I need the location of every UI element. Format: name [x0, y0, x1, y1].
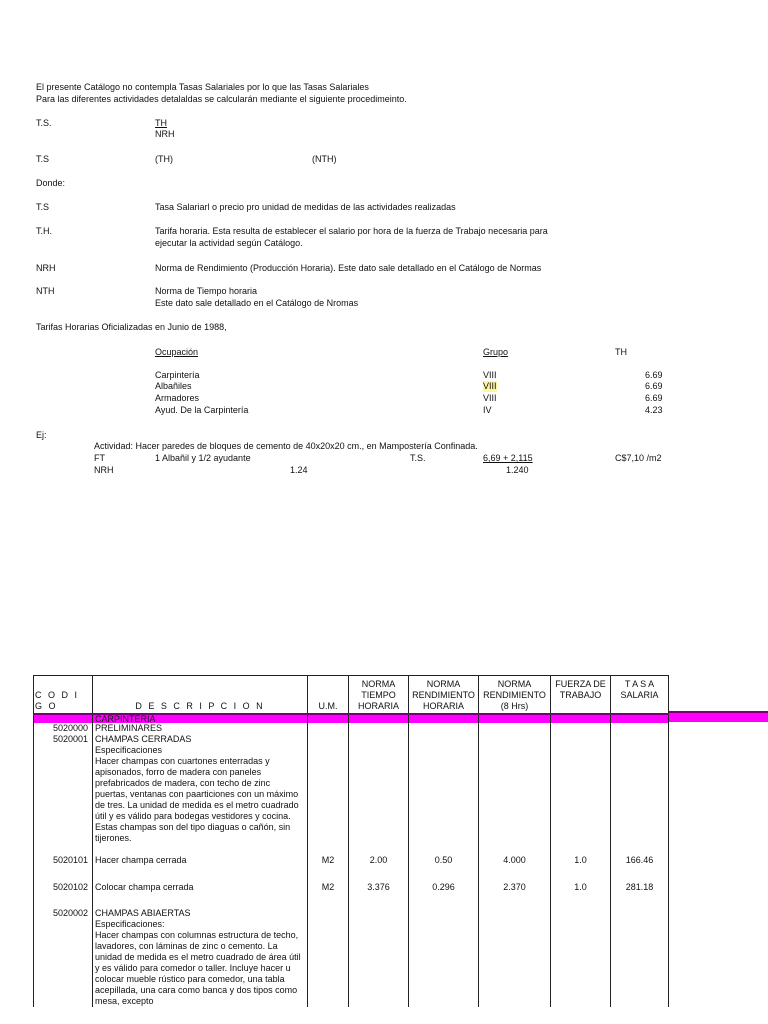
example-ts-denominator: 1.240 — [506, 465, 529, 475]
desc-title: CHAMPAS CERRADAS — [95, 734, 192, 744]
desc-subtitle: Especificaciones: — [95, 919, 165, 929]
definition-text: Norma de Rendimiento (Producción Horaria). Este dato sale detallado en el Catálogo de Normas — [155, 263, 542, 273]
definition-term: T.H. — [36, 226, 53, 236]
intro-line-2: Para las diferentes actividades detalaldas se calcularán mediante el siguiente procedimeinto. — [36, 94, 407, 104]
table-row — [34, 734, 669, 844]
tarifa-th: 6.69 — [645, 393, 663, 403]
formula2-th: (TH) — [155, 154, 173, 164]
row-nrh: 0.296 — [409, 877, 479, 898]
desc-body: Hacer champas con cuartones enterradas y apisonados, forro de madera con paneles prefabricados de madera, con techo de zinc puertas, ventanas con paarticiones con un máximo de tres. La unidad de medida es el metro cuadrado útil y es válido para bodegas vestidores y cocina. Estas champas son del tipo diaguas o cañón, sin tijerones. — [95, 756, 299, 843]
row-um: M2 — [308, 877, 349, 898]
tarifa-grupo-highlighted: VIII — [483, 381, 497, 391]
tarifa-grupo: IV — [483, 405, 492, 415]
tarifa-th: 4.23 — [645, 405, 663, 415]
header-line: SALARIA — [620, 690, 659, 700]
table-header-row — [34, 676, 669, 715]
row-code: 5020000 — [34, 723, 93, 734]
formula2-label: T.S — [36, 154, 50, 164]
row-description: PRELIMINARES — [93, 723, 308, 734]
row-code: 5020101 — [34, 850, 93, 871]
tarifas-header-ocupacion: Ocupación — [155, 347, 199, 357]
header-line: TIEMPO — [361, 690, 396, 700]
header-norma-rendimiento-horaria — [409, 676, 479, 715]
example-nrh-value: 1.24 — [290, 465, 308, 475]
tarifa-th: 6.69 — [645, 381, 663, 391]
formula1-numerator: TH — [155, 118, 167, 128]
section-title: CARPINTERIA — [93, 714, 308, 723]
row-nth: 3.376 — [349, 877, 409, 898]
example-actividad: Actividad: Hacer paredes de bloques de cemento de 40x20x20 cm., en Mampostería Confinada. — [94, 441, 478, 451]
header-norma-tiempo-horaria — [349, 676, 409, 715]
tarifa-grupo: VIII — [483, 370, 497, 380]
header-line: RENDIMIENTO — [412, 690, 475, 700]
tarifa-th: 6.69 — [645, 370, 663, 380]
row-description: Colocar champa cerrada — [93, 877, 308, 898]
header-line: RENDIMIENTO — [483, 690, 546, 700]
desc-subtitle: Especificaciones — [95, 745, 163, 755]
example-ft-label: FT — [94, 453, 105, 463]
tarifas-header-grupo: Grupo — [483, 347, 509, 357]
definition-text: Tasa Salariarl o precio pro unidad de medidas de las actividades realizadas — [155, 202, 456, 212]
header-tasa-salaria — [611, 676, 669, 715]
example-ts-result: C$7,10 /m2 — [615, 453, 662, 463]
header-um: U.M. — [308, 676, 349, 715]
header-line: NORMA — [426, 679, 461, 689]
donde-label: Donde: — [36, 178, 66, 188]
tarifa-ocupacion: Carpintería — [155, 370, 200, 380]
header-line: TRABAJO — [559, 690, 602, 700]
tarifas-header-th: TH — [615, 347, 627, 357]
example-label: Ej: — [36, 430, 47, 440]
table-row — [34, 723, 669, 734]
row-ts: 166.46 — [611, 850, 669, 871]
definition-text: Tarifa horaria. Esta resulta de establecer el salario por hora de la fuerza de Trabajo necesaria para — [155, 226, 548, 236]
example-ts-label: T.S. — [410, 453, 426, 463]
example-nrh-label: NRH — [94, 465, 114, 475]
definition-text: Este dato sale detallado en el Catálogo de Nromas — [155, 298, 359, 308]
header-line: T A S A — [624, 679, 655, 689]
row-code: 5020102 — [34, 877, 93, 898]
intro-line-1: El presente Catálogo no contempla Tasas Salariales por lo que las Tasas Salariales — [36, 82, 369, 92]
section-row — [34, 714, 669, 723]
formula1-label: T.S. — [36, 118, 52, 128]
row-um: M2 — [308, 850, 349, 871]
row-nth: 2.00 — [349, 850, 409, 871]
definition-text: ejecutar la actividad según Catálogo. — [155, 238, 303, 248]
row-description — [93, 734, 308, 844]
header-line: FUERZA DE — [555, 679, 606, 689]
tarifas-title: Tarifas Horarias Oficializadas en Junio de 1988, — [36, 322, 227, 332]
table-row — [34, 850, 669, 871]
row-nrh: 0.50 — [409, 850, 479, 871]
row-nr8: 2.370 — [479, 877, 551, 898]
section-highlight-extension — [668, 711, 768, 722]
table-row — [34, 877, 669, 898]
definition-term: NTH — [36, 286, 55, 296]
header-line: NORMA — [497, 679, 532, 689]
desc-title: CHAMPAS ABIAERTAS — [95, 908, 191, 918]
header-norma-rendimiento-8hrs — [479, 676, 551, 715]
row-ft: 1.0 — [551, 850, 611, 871]
tarifa-ocupacion: Albañiles — [155, 381, 192, 391]
tarifa-grupo: VIII — [483, 393, 497, 403]
row-nr8: 4.000 — [479, 850, 551, 871]
row-description: Hacer champa cerrada — [93, 850, 308, 871]
definition-term: NRH — [36, 263, 56, 273]
header-descripcion-label: D E S C R I P C I O N — [135, 701, 265, 711]
formula1-denominator: NRH — [155, 129, 175, 139]
definition-text: Norma de Tiempo horaria — [155, 286, 258, 296]
desc-body: Hacer champas con columnas estructura de techo, lavadores, con láminas de zinc o cemento. La unidad de medida es el metro cuadrado de área útil y es válido para comedor o taller. Incluye hacer u colocar mueble rústico para comedor, una tabla acepillada, una cara como banca y dos tipos como mesa, excepto — [95, 930, 301, 1006]
header-line: NORMA — [361, 679, 396, 689]
tarifa-ocupacion: Ayud. De la Carpintería — [155, 405, 249, 415]
row-code: 5020002 — [34, 904, 93, 1007]
tarifa-ocupacion: Armadores — [155, 393, 200, 403]
norms-table — [33, 675, 669, 1007]
formula2-nth: (NTH) — [312, 154, 337, 164]
example-ts-numerator: 6,69 + 2,115 — [483, 453, 533, 463]
header-line: HORARIA — [422, 701, 464, 711]
row-description — [93, 904, 308, 1007]
header-codigo: C O D I G O — [34, 676, 93, 715]
table-row — [34, 904, 669, 1007]
example-ft-value: 1 Albañil y 1/2 ayudante — [155, 453, 251, 463]
header-fuerza-de-trabajo — [551, 676, 611, 715]
row-code: 5020001 — [34, 734, 93, 844]
row-ts: 281.18 — [611, 877, 669, 898]
definition-term: T.S — [36, 202, 50, 212]
header-descripcion — [93, 676, 308, 715]
header-line: HORARIA — [357, 701, 399, 711]
row-ft: 1.0 — [551, 877, 611, 898]
header-line: (8 Hrs) — [500, 701, 529, 711]
